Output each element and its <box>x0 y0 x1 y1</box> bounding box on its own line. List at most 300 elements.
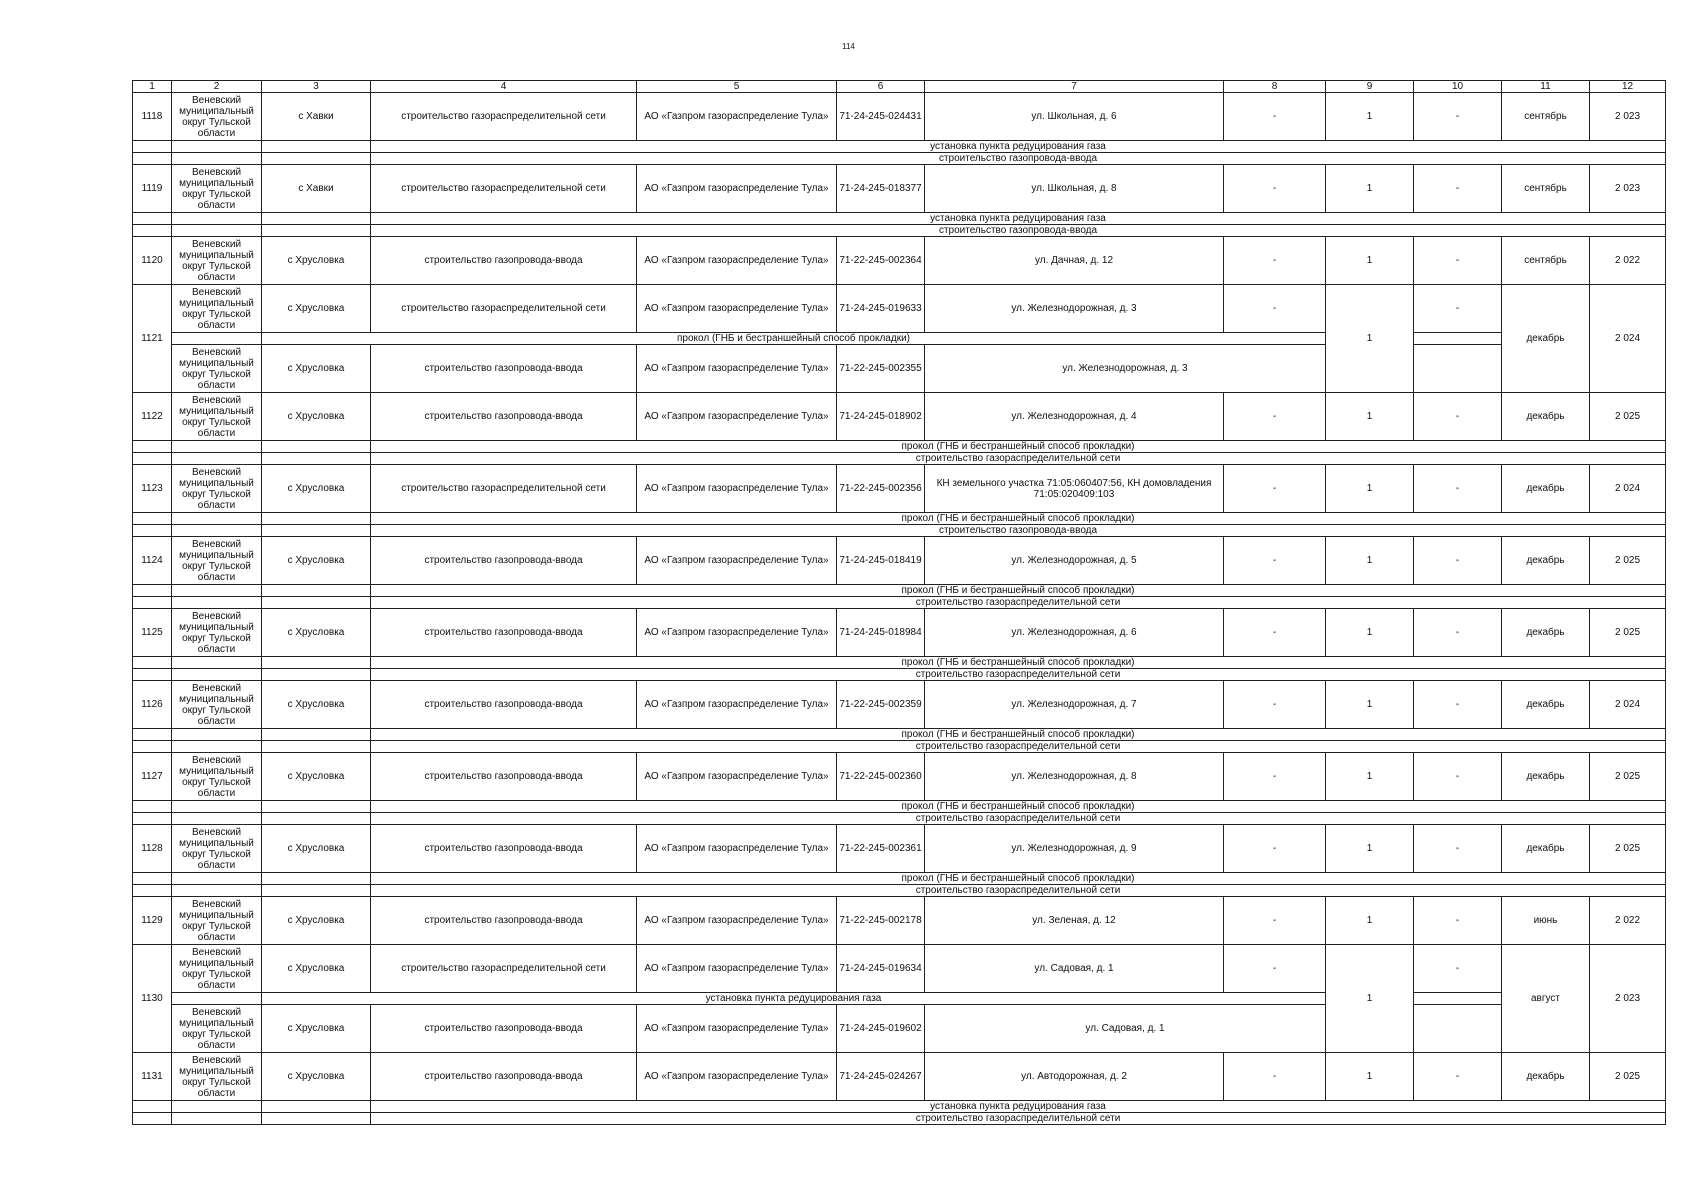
table-row <box>133 537 1666 585</box>
object-code-cell: 71-24-245-018377 <box>837 165 925 213</box>
column-9-cell: 1 <box>1326 165 1414 213</box>
month-cell: декабрь <box>1502 465 1590 513</box>
object-code-cell: 71-24-245-018984 <box>837 609 925 657</box>
entry-number: 1123 <box>133 465 172 513</box>
organization-cell: АО «Газпром газораспределение Тула» <box>637 165 837 213</box>
sub-work-cell: строительство газораспределительной сети <box>371 885 1666 897</box>
table-row <box>133 237 1666 285</box>
work-type-cell: строительство газораспределительной сети <box>371 945 637 993</box>
table-row <box>133 285 1666 333</box>
district-cell: Веневский муниципальный округ Тульской области <box>172 825 262 873</box>
column-number-3: 3 <box>262 81 371 93</box>
work-type-cell: строительство газопровода-ввода <box>371 393 637 441</box>
sub-work-row <box>133 225 1666 237</box>
column-8-cell: - <box>1224 165 1326 213</box>
work-type-cell: строительство газопровода-ввода <box>371 537 637 585</box>
locality-cell: с Хрусловка <box>262 1053 371 1101</box>
sub-work-row <box>133 441 1666 453</box>
sub-work-cell: строительство газораспределительной сети <box>371 453 1666 465</box>
district-cell: Веневский муниципальный округ Тульской области <box>172 393 262 441</box>
column-8-cell: - <box>1224 753 1326 801</box>
sub-work-cell: строительство газопровода-ввода <box>371 225 1666 237</box>
column-10-cell: - <box>1414 237 1502 285</box>
column-10-cell: - <box>1414 609 1502 657</box>
entry-number: 1128 <box>133 825 172 873</box>
column-9-cell: 1 <box>1326 897 1414 945</box>
locality-cell: с Хрусловка <box>262 945 371 993</box>
column-10-cell: - <box>1414 285 1502 333</box>
organization-cell: АО «Газпром газораспределение Тула» <box>637 825 837 873</box>
month-cell: декабрь <box>1502 609 1590 657</box>
locality-cell: с Хрусловка <box>262 609 371 657</box>
month-cell: сентябрь <box>1502 237 1590 285</box>
sub-work-row <box>133 729 1666 741</box>
empty-cell <box>172 453 262 465</box>
table-row <box>133 753 1666 801</box>
column-number-10: 10 <box>1414 81 1502 93</box>
sub-work-row <box>133 525 1666 537</box>
empty-cell <box>133 153 172 165</box>
month-cell: декабрь <box>1502 1053 1590 1101</box>
sub-work-cell: прокол (ГНБ и бестраншейный способ прокладки) <box>371 513 1666 525</box>
work-type-cell: строительство газопровода-ввода <box>371 825 637 873</box>
year-cell: 2 025 <box>1590 1053 1666 1101</box>
year-cell: 2 022 <box>1590 897 1666 945</box>
empty-cell <box>172 873 262 885</box>
address-cell: ул. Садовая, д. 1 <box>925 945 1224 993</box>
address-cell: ул. Садовая, д. 1 <box>925 1005 1326 1053</box>
column-10-cell: - <box>1414 537 1502 585</box>
empty-cell <box>133 585 172 597</box>
empty-cell <box>172 1113 262 1125</box>
column-8-cell: - <box>1224 825 1326 873</box>
organization-cell: АО «Газпром газораспределение Тула» <box>637 465 837 513</box>
column-10-cell: - <box>1414 93 1502 141</box>
object-code-cell: 71-24-245-024431 <box>837 93 925 141</box>
sub-work-cell: установка пункта редуцирования газа <box>371 1101 1666 1113</box>
column-8-cell: - <box>1224 93 1326 141</box>
locality-cell: с Хрусловка <box>262 393 371 441</box>
empty-cell <box>133 213 172 225</box>
column-10-cell: - <box>1414 753 1502 801</box>
table-row <box>133 93 1666 141</box>
work-type-cell: строительство газопровода-ввода <box>371 237 637 285</box>
empty-cell <box>262 513 371 525</box>
district-cell: Веневский муниципальный округ Тульской области <box>172 1005 262 1053</box>
empty-cell <box>172 141 262 153</box>
column-8-cell: - <box>1224 537 1326 585</box>
address-cell: ул. Железнодорожная, д. 8 <box>925 753 1224 801</box>
object-code-cell: 71-22-245-002360 <box>837 753 925 801</box>
column-9-cell: 1 <box>1326 753 1414 801</box>
column-number-7: 7 <box>925 81 1224 93</box>
empty-cell <box>172 801 262 813</box>
column-10-cell: - <box>1414 1053 1502 1101</box>
empty-cell <box>262 225 371 237</box>
column-number-1: 1 <box>133 81 172 93</box>
district-cell: Веневский муниципальный округ Тульской области <box>172 897 262 945</box>
sub-work-cell: прокол (ГНБ и бестраншейный способ прокладки) <box>371 729 1666 741</box>
sub-work-cell: установка пункта редуцирования газа <box>262 993 1326 1005</box>
sub-work-cell: строительство газораспределительной сети <box>371 597 1666 609</box>
work-type-cell: строительство газопровода-ввода <box>371 897 637 945</box>
locality-cell: с Хрусловка <box>262 285 371 333</box>
month-cell: декабрь <box>1502 753 1590 801</box>
column-8-cell: - <box>1224 285 1326 333</box>
entry-number: 1130 <box>133 945 172 1053</box>
sub-work-cell: установка пункта редуцирования газа <box>371 141 1666 153</box>
object-code-cell: 71-22-245-002364 <box>837 237 925 285</box>
empty-cell <box>172 585 262 597</box>
work-type-cell: строительство газопровода-ввода <box>371 345 637 393</box>
sub-work-cell: строительство газораспределительной сети <box>371 741 1666 753</box>
empty-cell <box>1414 1005 1502 1053</box>
empty-cell <box>172 333 262 345</box>
table-row <box>133 681 1666 729</box>
year-cell: 2 024 <box>1590 681 1666 729</box>
column-9-cell: 1 <box>1326 285 1414 393</box>
district-cell: Веневский муниципальный округ Тульской области <box>172 1053 262 1101</box>
district-cell: Веневский муниципальный округ Тульской области <box>172 285 262 333</box>
address-cell: ул. Железнодорожная, д. 3 <box>925 345 1326 393</box>
column-number-6: 6 <box>837 81 925 93</box>
year-cell: 2 025 <box>1590 753 1666 801</box>
sub-work-row <box>133 873 1666 885</box>
empty-cell <box>172 669 262 681</box>
column-9-cell: 1 <box>1326 465 1414 513</box>
entry-number: 1127 <box>133 753 172 801</box>
sub-work-row <box>133 741 1666 753</box>
entry-number: 1124 <box>133 537 172 585</box>
address-cell: ул. Железнодорожная, д. 4 <box>925 393 1224 441</box>
empty-cell <box>133 813 172 825</box>
object-code-cell: 71-22-245-002361 <box>837 825 925 873</box>
address-cell: ул. Железнодорожная, д. 3 <box>925 285 1224 333</box>
gasification-table <box>132 80 1666 1125</box>
locality-cell: с Хрусловка <box>262 753 371 801</box>
empty-cell <box>172 741 262 753</box>
column-number-5: 5 <box>637 81 837 93</box>
table-row <box>133 825 1666 873</box>
table-row <box>133 165 1666 213</box>
column-9-cell: 1 <box>1326 237 1414 285</box>
organization-cell: АО «Газпром газораспределение Тула» <box>637 681 837 729</box>
sub-work-cell: строительство газопровода-ввода <box>371 525 1666 537</box>
address-cell: ул. Дачная, д. 12 <box>925 237 1224 285</box>
organization-cell: АО «Газпром газораспределение Тула» <box>637 393 837 441</box>
month-cell: август <box>1502 945 1590 1053</box>
work-type-cell: строительство газопровода-ввода <box>371 753 637 801</box>
empty-cell <box>172 225 262 237</box>
sub-work-cell: прокол (ГНБ и бестраншейный способ прокладки) <box>262 333 1326 345</box>
sub-work-cell: строительство газопровода-ввода <box>371 153 1666 165</box>
column-8-cell: - <box>1224 897 1326 945</box>
empty-cell <box>262 813 371 825</box>
column-number-row <box>133 81 1666 93</box>
table-row <box>133 345 1666 393</box>
empty-cell <box>172 441 262 453</box>
sub-work-row <box>133 213 1666 225</box>
locality-cell: с Хавки <box>262 165 371 213</box>
entry-number: 1120 <box>133 237 172 285</box>
organization-cell: АО «Газпром газораспределение Тула» <box>637 1053 837 1101</box>
empty-cell <box>172 213 262 225</box>
district-cell: Веневский муниципальный округ Тульской области <box>172 165 262 213</box>
object-code-cell: 71-24-245-019633 <box>837 285 925 333</box>
organization-cell: АО «Газпром газораспределение Тула» <box>637 897 837 945</box>
column-9-cell: 1 <box>1326 945 1414 1053</box>
address-cell: ул. Железнодорожная, д. 5 <box>925 537 1224 585</box>
column-8-cell: - <box>1224 465 1326 513</box>
empty-cell <box>1414 993 1502 1005</box>
sub-work-row <box>133 333 1666 345</box>
empty-cell <box>133 141 172 153</box>
sub-work-cell: строительство газораспределительной сети <box>371 669 1666 681</box>
sub-work-row <box>133 801 1666 813</box>
empty-cell <box>172 813 262 825</box>
empty-cell <box>262 741 371 753</box>
empty-cell <box>262 1113 371 1125</box>
address-cell: КН земельного участка 71:05:060407:56, КН домовладения 71:05:020409:103 <box>925 465 1224 513</box>
object-code-cell: 71-24-245-019634 <box>837 945 925 993</box>
year-cell: 2 023 <box>1590 945 1666 1053</box>
entry-number: 1126 <box>133 681 172 729</box>
entry-number: 1129 <box>133 897 172 945</box>
entry-number: 1131 <box>133 1053 172 1101</box>
work-type-cell: строительство газораспределительной сети <box>371 465 637 513</box>
address-cell: ул. Железнодорожная, д. 6 <box>925 609 1224 657</box>
month-cell: сентябрь <box>1502 93 1590 141</box>
month-cell: декабрь <box>1502 537 1590 585</box>
sub-work-cell: установка пункта редуцирования газа <box>371 213 1666 225</box>
work-type-cell: строительство газораспределительной сети <box>371 285 637 333</box>
empty-cell <box>262 885 371 897</box>
entry-number: 1119 <box>133 165 172 213</box>
table-row <box>133 393 1666 441</box>
column-9-cell: 1 <box>1326 681 1414 729</box>
address-cell: ул. Школьная, д. 8 <box>925 165 1224 213</box>
address-cell: ул. Железнодорожная, д. 9 <box>925 825 1224 873</box>
entry-number: 1122 <box>133 393 172 441</box>
empty-cell <box>133 873 172 885</box>
locality-cell: с Хрусловка <box>262 1005 371 1053</box>
work-type-cell: строительство газопровода-ввода <box>371 609 637 657</box>
year-cell: 2 025 <box>1590 537 1666 585</box>
empty-cell <box>133 741 172 753</box>
month-cell: декабрь <box>1502 285 1590 393</box>
entry-number: 1121 <box>133 285 172 393</box>
object-code-cell: 71-22-245-002178 <box>837 897 925 945</box>
column-10-cell: - <box>1414 825 1502 873</box>
column-10-cell: - <box>1414 945 1502 993</box>
work-type-cell: строительство газопровода-ввода <box>371 1053 637 1101</box>
empty-cell <box>262 1101 371 1113</box>
sub-work-cell: прокол (ГНБ и бестраншейный способ прокладки) <box>371 441 1666 453</box>
district-cell: Веневский муниципальный округ Тульской области <box>172 237 262 285</box>
organization-cell: АО «Газпром газораспределение Тула» <box>637 609 837 657</box>
column-9-cell: 1 <box>1326 1053 1414 1101</box>
locality-cell: с Хрусловка <box>262 237 371 285</box>
month-cell: декабрь <box>1502 681 1590 729</box>
object-code-cell: 71-22-245-002355 <box>837 345 925 393</box>
sub-work-row <box>133 993 1666 1005</box>
sub-work-row <box>133 585 1666 597</box>
address-cell: ул. Зеленая, д. 12 <box>925 897 1224 945</box>
month-cell: июнь <box>1502 897 1590 945</box>
empty-cell <box>172 1101 262 1113</box>
empty-cell <box>133 729 172 741</box>
sub-work-row <box>133 153 1666 165</box>
empty-cell <box>1414 345 1502 393</box>
empty-cell <box>133 1113 172 1125</box>
sub-work-cell: строительство газораспределительной сети <box>371 813 1666 825</box>
sub-work-row <box>133 657 1666 669</box>
year-cell: 2 023 <box>1590 165 1666 213</box>
locality-cell: с Хрусловка <box>262 345 371 393</box>
table-row <box>133 945 1666 993</box>
sub-work-row <box>133 513 1666 525</box>
year-cell: 2 025 <box>1590 609 1666 657</box>
organization-cell: АО «Газпром газораспределение Тула» <box>637 537 837 585</box>
sub-work-row <box>133 1101 1666 1113</box>
sub-work-cell: прокол (ГНБ и бестраншейный способ прокладки) <box>371 585 1666 597</box>
district-cell: Веневский муниципальный округ Тульской области <box>172 537 262 585</box>
empty-cell <box>262 213 371 225</box>
organization-cell: АО «Газпром газораспределение Тула» <box>637 237 837 285</box>
empty-cell <box>133 225 172 237</box>
column-9-cell: 1 <box>1326 393 1414 441</box>
page-number: 114 <box>842 42 855 51</box>
sub-work-row <box>133 813 1666 825</box>
sub-work-row <box>133 1113 1666 1125</box>
work-type-cell: строительство газораспределительной сети <box>371 93 637 141</box>
sub-work-cell: прокол (ГНБ и бестраншейный способ прокладки) <box>371 801 1666 813</box>
organization-cell: АО «Газпром газораспределение Тула» <box>637 1005 837 1053</box>
empty-cell <box>262 441 371 453</box>
year-cell: 2 024 <box>1590 285 1666 393</box>
empty-cell <box>133 597 172 609</box>
table-row <box>133 1053 1666 1101</box>
empty-cell <box>172 597 262 609</box>
sub-work-cell: прокол (ГНБ и бестраншейный способ прокладки) <box>371 873 1666 885</box>
locality-cell: с Хрусловка <box>262 681 371 729</box>
year-cell: 2 022 <box>1590 237 1666 285</box>
empty-cell <box>1414 333 1502 345</box>
table-row <box>133 609 1666 657</box>
empty-cell <box>172 993 262 1005</box>
column-10-cell: - <box>1414 393 1502 441</box>
locality-cell: с Хавки <box>262 93 371 141</box>
year-cell: 2 025 <box>1590 393 1666 441</box>
organization-cell: АО «Газпром газораспределение Тула» <box>637 753 837 801</box>
district-cell: Веневский муниципальный округ Тульской области <box>172 945 262 993</box>
address-cell: ул. Автодорожная, д. 2 <box>925 1053 1224 1101</box>
year-cell: 2 023 <box>1590 93 1666 141</box>
sub-work-cell: строительство газораспределительной сети <box>371 1113 1666 1125</box>
month-cell: декабрь <box>1502 825 1590 873</box>
object-code-cell: 71-24-245-018419 <box>837 537 925 585</box>
address-cell: ул. Школьная, д. 6 <box>925 93 1224 141</box>
district-cell: Веневский муниципальный округ Тульской области <box>172 465 262 513</box>
sub-work-row <box>133 669 1666 681</box>
organization-cell: АО «Газпром газораспределение Тула» <box>637 285 837 333</box>
column-8-cell: - <box>1224 681 1326 729</box>
year-cell: 2 025 <box>1590 825 1666 873</box>
organization-cell: АО «Газпром газораспределение Тула» <box>637 345 837 393</box>
locality-cell: с Хрусловка <box>262 537 371 585</box>
object-code-cell: 71-24-245-018902 <box>837 393 925 441</box>
empty-cell <box>172 885 262 897</box>
empty-cell <box>262 801 371 813</box>
empty-cell <box>133 669 172 681</box>
object-code-cell: 71-24-245-019602 <box>837 1005 925 1053</box>
column-number-12: 12 <box>1590 81 1666 93</box>
empty-cell <box>133 525 172 537</box>
column-number-9: 9 <box>1326 81 1414 93</box>
empty-cell <box>262 453 371 465</box>
table-row <box>133 897 1666 945</box>
empty-cell <box>133 657 172 669</box>
locality-cell: с Хрусловка <box>262 825 371 873</box>
column-number-11: 11 <box>1502 81 1590 93</box>
address-cell: ул. Железнодорожная, д. 7 <box>925 681 1224 729</box>
empty-cell <box>262 729 371 741</box>
sub-work-row <box>133 597 1666 609</box>
empty-cell <box>172 657 262 669</box>
table-row <box>133 1005 1666 1053</box>
object-code-cell: 71-22-245-002359 <box>837 681 925 729</box>
organization-cell: АО «Газпром газораспределение Тула» <box>637 93 837 141</box>
table-row <box>133 465 1666 513</box>
empty-cell <box>133 441 172 453</box>
district-cell: Веневский муниципальный округ Тульской области <box>172 681 262 729</box>
column-9-cell: 1 <box>1326 825 1414 873</box>
month-cell: сентябрь <box>1502 165 1590 213</box>
column-number-2: 2 <box>172 81 262 93</box>
district-cell: Веневский муниципальный округ Тульской области <box>172 753 262 801</box>
column-8-cell: - <box>1224 609 1326 657</box>
empty-cell <box>262 873 371 885</box>
column-10-cell: - <box>1414 681 1502 729</box>
work-type-cell: строительство газопровода-ввода <box>371 681 637 729</box>
empty-cell <box>133 885 172 897</box>
entry-number: 1118 <box>133 93 172 141</box>
column-10-cell: - <box>1414 165 1502 213</box>
empty-cell <box>262 141 371 153</box>
empty-cell <box>262 669 371 681</box>
empty-cell <box>262 657 371 669</box>
column-8-cell: - <box>1224 1053 1326 1101</box>
year-cell: 2 024 <box>1590 465 1666 513</box>
empty-cell <box>262 153 371 165</box>
column-10-cell: - <box>1414 897 1502 945</box>
empty-cell <box>262 525 371 537</box>
empty-cell <box>172 153 262 165</box>
work-type-cell: строительство газопровода-ввода <box>371 1005 637 1053</box>
sub-work-cell: прокол (ГНБ и бестраншейный способ прокладки) <box>371 657 1666 669</box>
column-9-cell: 1 <box>1326 609 1414 657</box>
empty-cell <box>262 597 371 609</box>
locality-cell: с Хрусловка <box>262 465 371 513</box>
sub-work-row <box>133 885 1666 897</box>
sub-work-row <box>133 453 1666 465</box>
column-8-cell: - <box>1224 945 1326 993</box>
column-8-cell: - <box>1224 237 1326 285</box>
empty-cell <box>133 453 172 465</box>
empty-cell <box>172 513 262 525</box>
sub-work-row <box>133 141 1666 153</box>
district-cell: Веневский муниципальный округ Тульской области <box>172 609 262 657</box>
